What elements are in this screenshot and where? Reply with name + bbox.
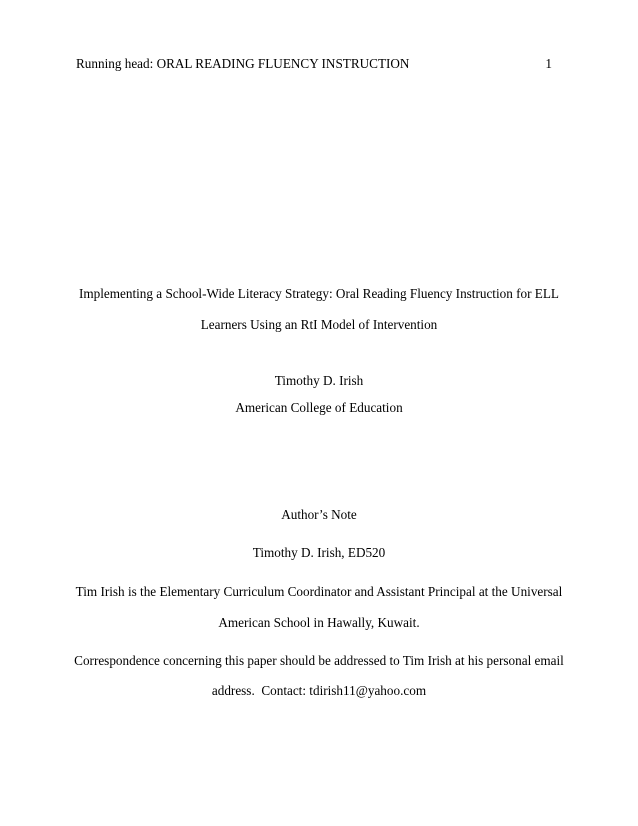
paper-title-line-1: Implementing a School-Wide Literacy Strategy: Oral Reading Fluency Instruction for ELL (79, 286, 559, 301)
authors-note-heading: Author’s Note (281, 507, 357, 522)
author-position-line-2: American School in Hawally, Kuwait. (218, 615, 420, 630)
correspondence-line-2: address. Contact: tdirish11@yahoo.com (211, 683, 427, 698)
institution-affiliation: American College of Education (235, 400, 403, 415)
paper-title-line-2: Learners Using an RtI Model of Intervention (200, 317, 438, 332)
author-course: Timothy D. Irish, ED520 (252, 545, 386, 560)
author-position-line-1: Tim Irish is the Elementary Curriculum Coordinator and Assistant Principal at the Universal (75, 584, 563, 599)
author-name: Timothy D. Irish (274, 373, 364, 388)
page-number: 1 (545, 56, 552, 71)
correspondence-line-1: Correspondence concerning this paper should be addressed to Tim Irish at his personal email (74, 653, 564, 668)
running-head: Running head: ORAL READING FLUENCY INSTRUCTION (76, 56, 410, 71)
